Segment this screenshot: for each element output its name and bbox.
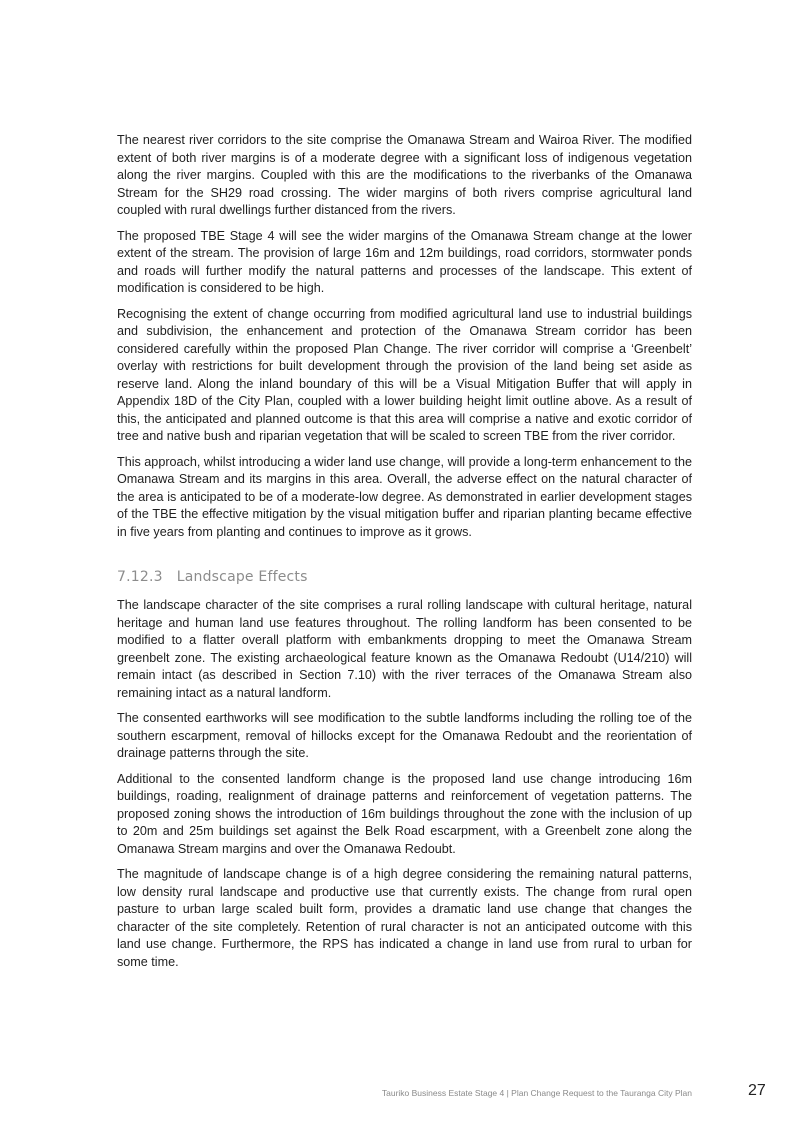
paragraph: The nearest river corridors to the site comprise the Omanawa Stream and Wairoa River. The modified extent of both river margins is of a moderate degree with a significant loss of indigenous vegetation along the river margins. Coupled with this are the modifications to the riverbanks of the Omanawa Stream for the SH29 road crossing. The wider margins of both rivers comprise agricultural land coupled with rural dwellings further distanced from the rivers. xyxy=(117,133,692,217)
paragraph: The consented earthworks will see modification to the subtle landforms including the rolling toe of the southern escarpment, removal of hillocks except for the Omanawa Redoubt and the reorientation of drainage patterns through the site. xyxy=(117,711,692,760)
paragraph: Additional to the consented landform change is the proposed land use change introducing 16m buildings, roading, realignment of drainage patterns and reinforcement of vegetation patterns. The proposed zoning shows the introduction of 16m buildings throughout the zone with the inclusion of up to 20m and 25m buildings set against the Belk Road escarpment, with a Greenbelt zone along the Omanawa Stream margins and over the Omanawa Redoubt. xyxy=(117,771,692,856)
page-footer: Tauriko Business Estate Stage 4 | Plan Change Request to the Tauranga City Plan xyxy=(381,1088,692,1098)
page-number: 27 xyxy=(748,1082,766,1099)
section-heading xyxy=(117,569,692,585)
main-content xyxy=(117,132,692,979)
paragraph: Recognising the extent of change occurring from modified agricultural land use to industrial buildings and subdivision, the enhancement and protection of the Omanawa Stream corridor has been considered carefully within the proposed Plan Change. The river corridor will comprise a ‘Greenbelt’ overlay with restrictions for built development through the provision of the land being set aside as reserve land. Along the inland boundary of this will be a Visual Mitigation Buffer that will apply in Appendix 18D of the City Plan, coupled with a lower building height limit outline above. As a result of this, the anticipated and planned outcome is that this area will comprise a native and exotic corridor of tree and native bush and riparian vegetation that will be scaled to screen TBE from the river corridor. xyxy=(117,306,692,443)
paragraph: The landscape character of the site comprises a rural rolling landscape with cultural heritage, natural heritage and human land use features throughout. The rolling landform has been consented to be modified to a flatter overall platform with embankments dropping to meet the Omanawa Stream greenbelt zone. The existing archaeological feature known as the Omanawa Redoubt (U14/210) will remain intact (as described in Section 7.10) with the river terraces of the Omanawa Stream also remaining intact as a natural landform. xyxy=(117,598,692,700)
paragraph: The proposed TBE Stage 4 will see the wider margins of the Omanawa Stream change at the lower extent of the stream. The provision of large 16m and 12m buildings, road corridors, stormwater ponds and roads will further modify the natural patterns and processes of the landscape. This extent of modification is considered to be high. xyxy=(117,228,692,295)
section-title: Landscape Effects xyxy=(176,569,308,585)
section-number: 7.12.3 xyxy=(117,569,163,585)
paragraph: This approach, whilst introducing a wider land use change, will provide a long-term enhancement to the Omanawa Stream and its margins in this area. Overall, the adverse effect on the natural character of the area is anticipated to be of a moderate-low degree. As demonstrated in earlier development stages of the TBE the effective mitigation by the visual mitigation buffer and riparian planting became effective in five years from planting and continues to improve as it grows. xyxy=(117,454,692,539)
paragraph: The magnitude of landscape change is of a high degree considering the remaining natural patterns, low density rural landscape and productive use that currently exists. The change from rural open pasture to urban large scaled built form, provides a dramatic land use change that changes the character of the site completely. Retention of rural character is not an anticipated outcome with this land use change. Furthermore, the RPS has indicated a change in land use from rural to urban for some time. xyxy=(117,867,692,969)
